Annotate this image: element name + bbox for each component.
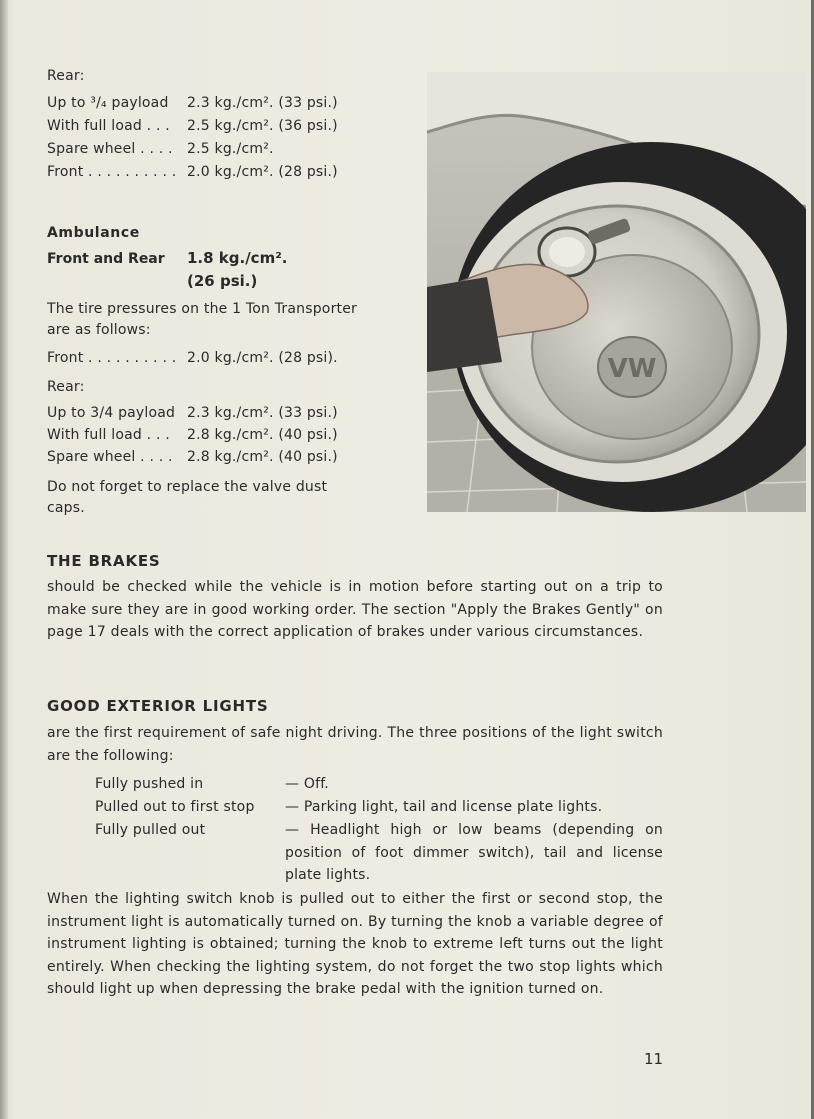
pressure-label: Spare wheel . . . . [47, 141, 173, 157]
ambulance-title: Ambulance [47, 225, 140, 241]
pressure-value: 2.8 kg./cm². (40 psi.) [187, 427, 338, 443]
pressure-row [47, 447, 338, 468]
transporter-intro: The tire pressures on the 1 Ton Transporter are as follows: [47, 301, 357, 338]
light-position-row [95, 819, 285, 842]
ambulance-label: Front and Rear [47, 251, 165, 267]
brakes-heading: THE BRAKES [47, 552, 161, 570]
pressure-label: Front . . . . . . . . . . [47, 164, 177, 180]
light-position-row [95, 773, 285, 796]
pressure-row [47, 403, 338, 424]
lights-outro: When the lighting switch knob is pulled out to either the first or second stop, the instrument light is automatically turned on. By turning the knob a variable degree of instrument lighting is obtained; turning the knob to extreme left turns out the light entirely. When checking the lighting system, do not forget the two stop lights which should light up when depressing the brake pedal with the ignition turned on. [47, 891, 663, 997]
pressure-value: 2.5 kg./cm². [187, 141, 274, 157]
pressure-value: 2.3 kg./cm². (33 psi.) [187, 405, 338, 421]
lights-heading: GOOD EXTERIOR LIGHTS [47, 697, 269, 715]
pressure-label: With full load . . . [47, 427, 170, 443]
tire-gauge-illustration [427, 72, 806, 512]
light-position: Pulled out to first stop [95, 799, 255, 815]
light-position: Fully pushed in [95, 776, 204, 792]
page-number: 11 [644, 1050, 664, 1068]
pressure-label: With full load . . . [47, 118, 170, 134]
lights-intro: are the first requirement of safe night driving. The three positions of the light switch are the following: [47, 725, 663, 764]
pressure-value: 2.5 kg./cm². (36 psi.) [187, 118, 338, 134]
pressure-label: Up to ³/₄ payload [47, 95, 169, 111]
brakes-text: should be checked while the vehicle is in motion before starting out on a trip to make sure they are in good working order. The section "Apply the Brakes Gently" on page 17 deals with the correct application of brakes under various circumstances. [47, 579, 663, 640]
light-position: Fully pulled out [95, 822, 206, 838]
ambulance-psi: (26 psi.) [187, 272, 258, 290]
svg-text:VW: VW [607, 354, 657, 384]
transporter-front-row [47, 348, 338, 369]
pressure-value: 2.3 kg./cm². (33 psi.) [187, 95, 338, 111]
pressure-row [47, 139, 274, 160]
page-edge-left [0, 0, 8, 1119]
light-position-desc: — Headlight high or low beams (depending on position of foot dimmer switch), tail and license plate lights. [285, 822, 663, 883]
pressure-label: Up to 3/4 payload [47, 405, 176, 421]
spare-wheel-photo [427, 72, 806, 512]
valve-cap-note: Do not forget to replace the valve dust caps. [47, 479, 328, 516]
ambulance-front-rear [47, 248, 287, 270]
light-position-desc: — Parking light, tail and license plate lights. [285, 799, 603, 815]
rear-label: Rear: [47, 68, 85, 84]
ambulance-value: 1.8 kg./cm². [187, 249, 288, 267]
transporter-rear-label: Rear: [47, 379, 85, 395]
light-position-desc: — Off. [285, 776, 329, 792]
pressure-value: 2.8 kg./cm². (40 psi.) [187, 449, 338, 465]
pressure-row [47, 93, 338, 114]
pressure-value: 2.0 kg./cm². (28 psi). [187, 350, 338, 366]
pressure-label: Spare wheel . . . . [47, 449, 173, 465]
pressure-row [47, 162, 338, 183]
pressure-row [47, 425, 338, 446]
pressure-label: Front . . . . . . . . . . [47, 350, 177, 366]
light-position-row [95, 796, 285, 819]
pressure-row [47, 116, 338, 137]
pressure-value: 2.0 kg./cm². (28 psi.) [187, 164, 338, 180]
